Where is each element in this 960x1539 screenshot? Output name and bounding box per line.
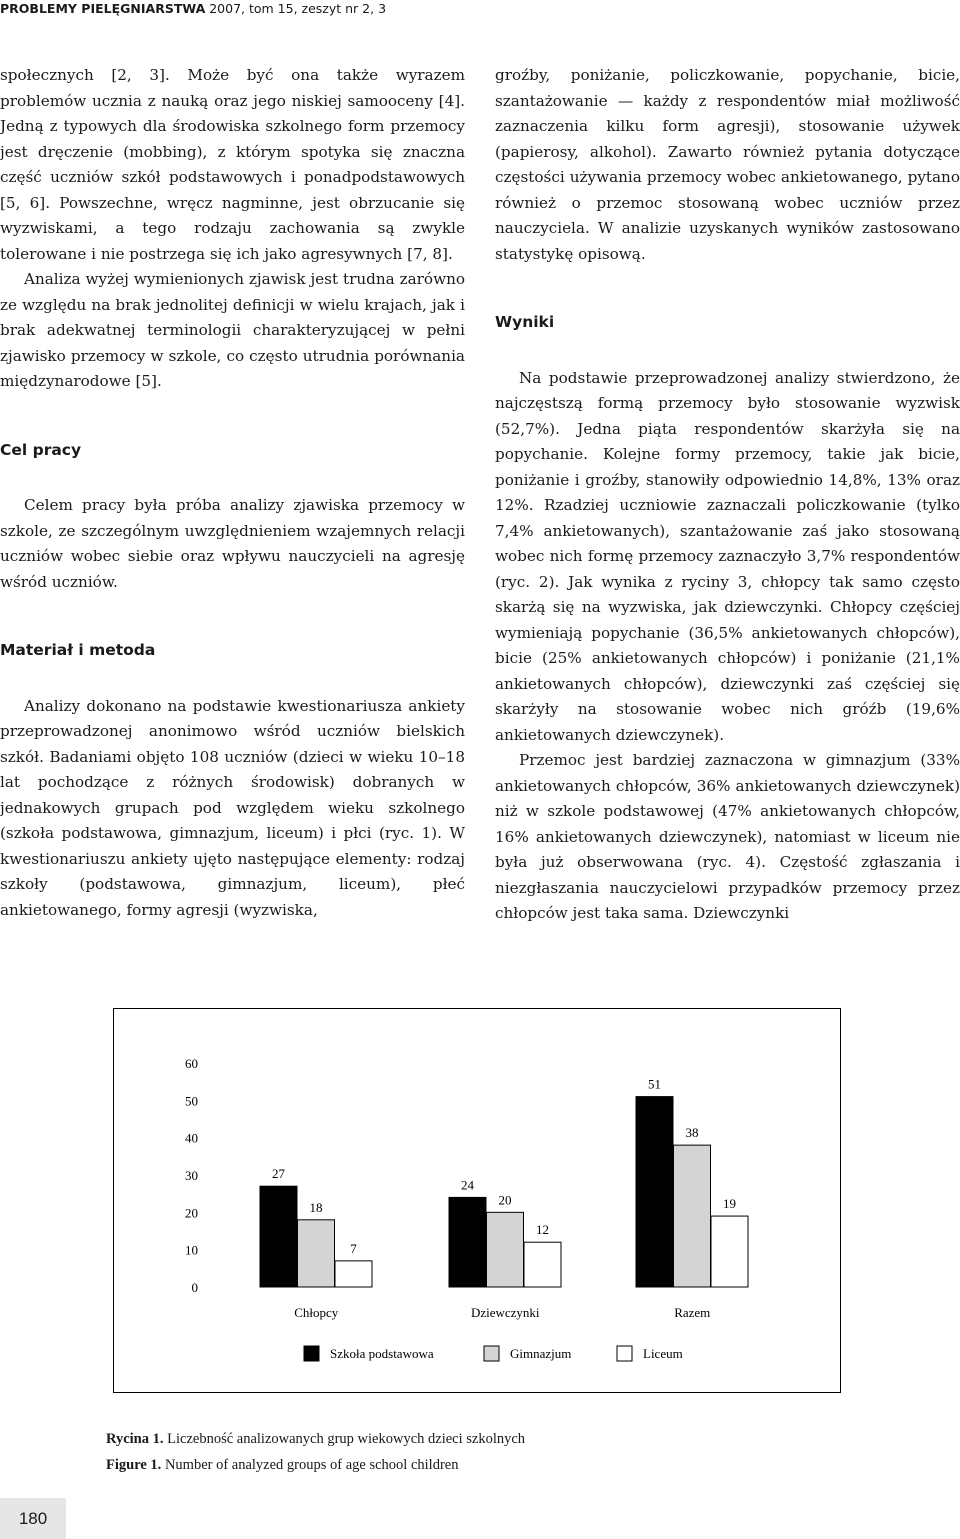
y-tick-label: 60 xyxy=(185,1056,198,1071)
data-label: 18 xyxy=(309,1199,323,1215)
bar-gimnazjum xyxy=(298,1220,335,1287)
legend-swatch xyxy=(304,1346,319,1361)
category-label: Dziewczynki xyxy=(470,1305,540,1320)
journal-title: PROBLEMY PIELĘGNIARSTWA xyxy=(0,1,206,16)
data-label: 20 xyxy=(498,1192,512,1208)
category-label: Razem xyxy=(674,1305,711,1320)
heading-cel-pracy: Cel pracy xyxy=(0,440,82,459)
bar-szkola-podstawowa xyxy=(636,1097,673,1287)
paragraph-aim: Celem pracy była próba analizy zjawiska przemocy w szkole, ze szczególnym uwzględnieniem wzajemnych relacji uczniów wobec siebie oraz wpływu nauczycieli na agresję wśród uczniów. xyxy=(0,496,465,591)
data-label: 38 xyxy=(685,1125,699,1141)
running-header xyxy=(0,0,960,18)
caption-en-label: Figure 1. xyxy=(106,1457,162,1473)
bar-szkola-podstawowa xyxy=(260,1186,297,1287)
data-label: 27 xyxy=(272,1166,285,1182)
paragraph-analysis: Analiza wyżej wymienionych zjawisk jest trudna zarówno ze względu na brak jednolitej definicji w wielu krajach, jak i brak adekwatnej terminologii charakteryzującej w pełni zjawisko przemocy w szkole, co często utrudnia porównania międzynarodowe [5]. xyxy=(0,270,465,390)
caption-en-text: Number of analyzed groups of age school children xyxy=(161,1457,459,1473)
legend-label: Gimnazjum xyxy=(510,1346,572,1361)
data-label: 19 xyxy=(723,1196,736,1212)
left-column xyxy=(0,63,465,923)
heading-wyniki: Wyniki xyxy=(495,313,555,331)
page-number: 180 xyxy=(0,1498,66,1539)
paragraph-methods: Analizy dokonano na podstawie kwestionariusza ankiety przeprowadzonej anonimowo wśród uczniów bielskich szkół. Badaniami objęto 108 uczniów (dzieci w wieku 10–18 lat pochodzące z różnych środowisk) dobranych w jednakowych grupach pod względem wieku szkolnego (szkoła podstawowa, gimnazjum, liceum) i płci (ryc. 1). W kwestionariuszu ankiety ujęto następujące elementy: rodzaj szkoły (podstawowa, gimnazjum, liceum), płeć ankietowanego, formy agresji (wyzwiska, xyxy=(0,696,465,919)
figure-caption xyxy=(106,1426,525,1478)
bar-liceum xyxy=(335,1261,372,1287)
y-tick-label: 20 xyxy=(185,1205,198,1221)
paragraph-methods-cont: groźby, poniżanie, policzkowanie, popychanie, bicie, szantażowanie — każdy z respondentów miał możliwość zaznaczenia kilku form agresji), stosowanie używek (papierosy, alkohol). Zawarto również pytania dotyczące częstości używania przemocy wobec ankietowanego, pytano również o przemoc stosowaną wobec uczniów przez nauczyciela. W analizie uzyskanych wyników zastosowano statystykę opisową. xyxy=(495,66,960,263)
bar-gimnazjum xyxy=(674,1145,711,1287)
category-label: Chłopcy xyxy=(294,1305,339,1320)
legend-swatch xyxy=(617,1346,632,1361)
paragraph-results: Na podstawie przeprowadzonej analizy stwierdzono, że najczęstszą formą przemocy było stosowanie wyzwisk (52,7%). Jedna piąta respondentów skarżyła się na popychanie. Kolejne formy przemocy, takie jak bicie, poniżanie i groźby, stanowiły odpowiednio 14,8%, 13% oraz 12%. Rzadziej uczniowie zaznaczali policzkowanie (tylko 7,4% ankietowanych), szantażowanie zaś jako stosowaną wobec nich formę przemocy zaznaczyło 3,7% respondentów (ryc. 2). Jak wynika z ryciny 3, chłopcy tak samo często skarżą się na wyzwiska, jak dziewczynki. Chłopcy częściej wymieniają popychanie (36,5% ankietowanych chłopców), bicie (25% ankietowanych chłopców) i poniżanie (21,1% ankietowanych chłopców), dziewczynki zaś częściej się skarżyły na stosowanie wobec nich gróźb (19,6% ankietowanych dziewczynek). xyxy=(495,368,960,744)
data-label: 7 xyxy=(350,1240,357,1256)
bar-chart xyxy=(114,1009,840,1392)
legend-label: Szkoła podstawowa xyxy=(330,1346,434,1361)
caption-pl-label: Rycina 1. xyxy=(106,1431,164,1447)
bar-liceum xyxy=(524,1242,561,1287)
bar-liceum xyxy=(711,1216,748,1287)
y-tick-label: 0 xyxy=(191,1280,198,1295)
figure-1-chart xyxy=(113,1008,841,1393)
legend-swatch xyxy=(484,1346,499,1361)
issue-info: 2007, tom 15, zeszyt nr 2, 3 xyxy=(205,1,387,16)
caption-pl-text: Liczebność analizowanych grup wiekowych dzieci szkolnych xyxy=(163,1431,526,1447)
y-tick-label: 40 xyxy=(185,1130,198,1146)
paragraph-intro: społecznych [2, 3]. Może być ona także wyrazem problemów ucznia z nauką oraz jego niskiej samooceny [4]. Jedną z typowych dla środowiska szkolnego form przemocy jest dręczenie (mobbing), z którym spotyka się znaczna część uczniów szkół podstawowych i ponadpodstawowych [5, 6]. Powszechne, wręcz nagminne, jest obrzucanie się wyzwiskami, a tego rodzaju zachowania są zwykle tolerowane i nie postrzega się ich jako agresywnych [7, 8]. xyxy=(0,66,465,263)
bar-szkola-podstawowa xyxy=(449,1197,486,1287)
right-column xyxy=(495,63,960,927)
data-label: 51 xyxy=(648,1076,661,1092)
heading-material-metoda: Materiał i metoda xyxy=(0,641,156,659)
legend-label: Liceum xyxy=(643,1346,683,1361)
y-tick-label: 50 xyxy=(185,1093,198,1109)
y-tick-label: 10 xyxy=(185,1242,198,1258)
y-tick-label: 30 xyxy=(185,1168,198,1183)
data-label: 12 xyxy=(536,1222,549,1238)
data-label: 24 xyxy=(461,1177,474,1193)
bar-gimnazjum xyxy=(487,1212,524,1287)
paragraph-results-2: Przemoc jest bardziej zaznaczona w gimnazjum (33% ankietowanych chłopców, 36% ankietowanych dziewczynek) niż w szkole podstawowej (47% ankietowanych chłopców, 16% ankietowanych dziewczynek), natomiast w liceum nie była już obserwowana (ryc. 4). Częstość zgłaszania i niezgłaszania nauczycielowi przypadków przemocy przez chłopców jest taka sama. Dziewczynki xyxy=(495,751,960,922)
